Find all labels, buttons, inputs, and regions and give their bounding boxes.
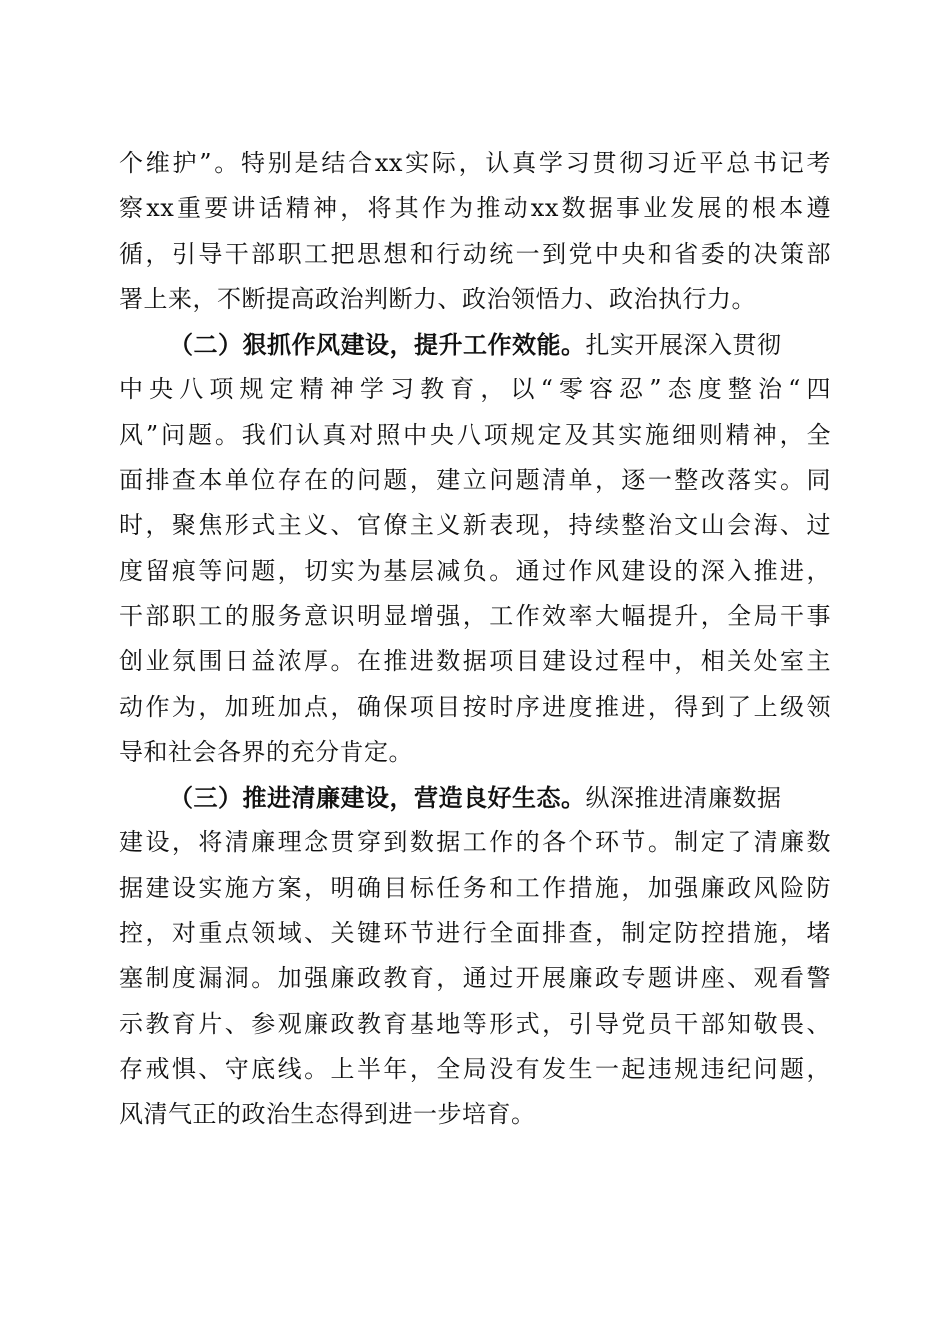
- paragraph-2-line-3: 风”问题。我们认真对照中央八项规定及其实施细则精神，全: [119, 420, 831, 449]
- paragraph-2-line-1: [119, 322, 831, 367]
- paragraph-1-line-2: 察xx重要讲话精神，将其作为推动xx数据事业发展的根本遵: [119, 194, 831, 223]
- paragraph-2-line-6: 度留痕等问题，切实为基层减负。通过作风建设的深入推进，: [119, 556, 831, 585]
- paragraph-2-line-4: 面排查本单位存在的问题，建立问题清单，逐一整改落实。同: [119, 466, 831, 495]
- paragraph-1-line-1: 个维护”。特别是结合xx实际，认真学习贯彻习近平总书记考: [119, 149, 831, 177]
- paragraph-2-line-9: 动作为，加班加点，确保项目按时序进度推进，得到了上级领: [119, 692, 831, 721]
- paragraph-3-line-2: 建设，将清廉理念贯穿到数据工作的各个环节。制定了清廉数: [119, 828, 831, 857]
- paragraph-3-line-6: 示教育片、参观廉政教育基地等形式，引导党员干部知敬畏、: [119, 1009, 831, 1038]
- paragraph-3-line-7: 存戒惧、守底线。上半年，全局没有发生一起违规违纪问题，: [119, 1054, 831, 1083]
- paragraph-2: [119, 322, 831, 775]
- paragraph-2-line-8: 创业氛围日益浓厚。在推进数据项目建设过程中，相关处室主: [119, 647, 831, 676]
- paragraph-3: [119, 775, 831, 1137]
- section-heading-2: （二）狠抓作风建设，提升工作效能。: [169, 330, 586, 360]
- paragraph-3-line-5: 塞制度漏洞。加强廉政教育，通过开展廉政专题讲座、观看警: [119, 964, 831, 993]
- paragraph-3-line-1-text: 纵深推进清廉数据: [585, 784, 782, 813]
- paragraph-3-line-3: 据建设实施方案，明确目标任务和工作措施，加强廉政风险防: [119, 873, 831, 902]
- paragraph-2-line-2: 中央八项规定精神学习教育，以“零容忍”态度整治“四: [119, 375, 831, 404]
- paragraph-2-line-7: 干部职工的服务意识明显增强，工作效率大幅提升，全局干事: [119, 601, 831, 630]
- document-body: [119, 141, 831, 1138]
- section-heading-3: （三）推进清廉建设，营造良好生态。: [169, 783, 586, 813]
- paragraph-1-line-4: 署上来，不断提高政治判断力、政治领悟力、政治执行力。: [119, 284, 756, 313]
- paragraph-3-line-8: 风清气正的政治生态得到进一步培育。: [119, 1100, 536, 1129]
- paragraph-2-line-10: 导和社会各界的充分肯定。: [119, 737, 413, 766]
- paragraph-1-line-3: 循，引导干部职工把思想和行动统一到党中央和省委的决策部: [119, 239, 831, 268]
- paragraph-2-line-5: 时，聚焦形式主义、官僚主义新表现，持续整治文山会海、过: [119, 511, 831, 540]
- paragraph-3-line-1: [119, 775, 831, 820]
- paragraph-2-line-1-text: 扎实开展深入贯彻: [585, 331, 782, 360]
- paragraph-1: [119, 141, 831, 322]
- paragraph-3-line-4: 控，对重点领域、关键环节进行全面排查，制定防控措施，堵: [119, 919, 831, 948]
